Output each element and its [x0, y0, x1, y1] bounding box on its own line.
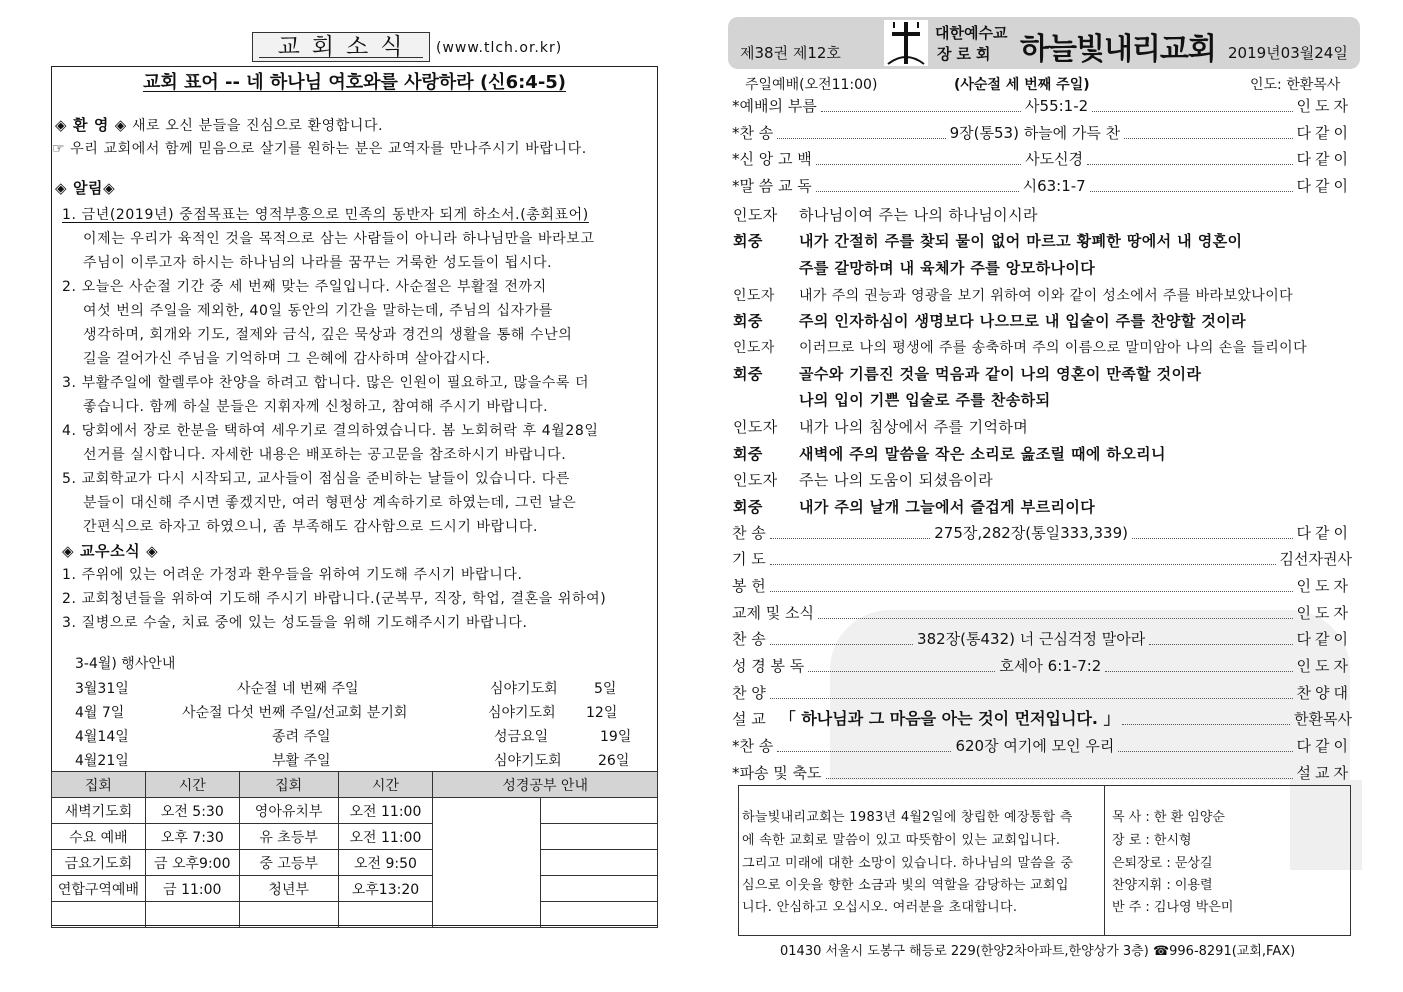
table-cell: 오전 9:50	[338, 850, 433, 876]
table-cell: 오후 7:30	[145, 824, 239, 850]
worship-item: 기 도 김선자권사	[732, 550, 1352, 568]
intro-divider	[1104, 785, 1105, 936]
responsive-line: 회중 내가 간절히 주를 찾되 물이 없어 마르고 황폐한 땅에서 내 영혼이	[733, 232, 1243, 250]
intro-line: 그리고 미래에 대한 소망이 있습니다. 하나님의 말씀을 중	[742, 856, 1074, 871]
sermon-title: 「 하나님과 그 마음을 아는 것이 먼저입니다. 」	[779, 709, 1120, 728]
table-cell	[541, 850, 658, 876]
worship-item: *찬 송 9장(통53) 하늘에 가득 찬 다같이	[732, 124, 1353, 142]
pastoral-line: 2. 교회청년들을 위하여 기도해 주시기 바랍니다.(군복무, 직장, 학업, 결혼을 위하여)	[62, 591, 607, 607]
worship-item: 설 교 「 하나님과 그 마음을 아는 것이 먼저입니다. 」 한환목사	[732, 709, 1352, 729]
service-leader: 인도: 한환목사	[1250, 77, 1341, 93]
intro-line: 에 속한 교회로 말씀이 있고 따뜻함이 있는 교회입니다.	[742, 833, 1061, 848]
table-row	[52, 902, 658, 928]
staff-line: 반 주 : 김나영 박은미	[1112, 900, 1234, 915]
notice-heading: ◈ 알림◈	[55, 179, 116, 197]
notice-line: 2. 오늘은 사순절 기간 중 세 번째 맞는 주일입니다. 사순절은 부활절 전까지	[62, 279, 547, 295]
table-cell	[145, 902, 239, 928]
table-cell	[541, 876, 658, 902]
table-cell: 오후13:20	[338, 876, 433, 902]
table-cell	[239, 902, 338, 928]
volume-number: 제38권 제12호	[740, 44, 841, 62]
responsive-line: 인도자 하나님이여 주는 나의 하나님이시라	[733, 206, 1038, 224]
service-schedule-table	[51, 771, 658, 928]
notice-line: 선거를 실시합니다. 자세한 내용은 배포하는 공고문을 참조하시기 바랍니다.	[83, 447, 567, 463]
event-date: 4월14일	[75, 729, 129, 745]
table-cell: 금 오후9:00	[145, 850, 239, 876]
worship-item: *찬 송 620장 여기에 모인 우리 다같이	[732, 737, 1352, 755]
denomination: 대한예수교	[935, 24, 1008, 42]
welcome-invite: ☞ 우리 교회에서 함께 믿음으로 살기를 원하는 분은 교역자를 만나주시기 바랍니다.	[52, 141, 587, 157]
table-cell	[541, 824, 658, 850]
notice-line: 분들이 대신해 주시면 좋겠지만, 여러 형편상 계속하기로 하였는데, 그런 날은	[83, 495, 577, 511]
table-cell: 유 초등부	[239, 824, 338, 850]
notice-line: 주님이 이루고자 하시는 하나님의 나라를 꿈꾸는 거룩한 성도들이 됩시다.	[83, 255, 553, 271]
worship-item: 찬 송 382장(통432) 너 근심걱정 말아라 다같이	[732, 630, 1352, 648]
event-name: 종려 주일	[272, 729, 331, 745]
responsive-line: 인도자 주는 나의 도움이 되셨음이라	[733, 471, 994, 489]
event-date: 4월 7일	[75, 705, 125, 721]
table-row	[52, 824, 658, 850]
responsive-line: 인도자 내가 주의 권능과 영광을 보기 위하여 이와 같이 성소에서 주를 바라보았나이다	[733, 288, 1294, 304]
table-header: 집회	[52, 772, 146, 798]
notice-line: 생각하며, 회개와 기도, 절제와 금식, 깊은 묵상과 경건의 생활을 통해 수난의	[83, 327, 573, 343]
table-header: 성경공부 안내	[433, 772, 658, 798]
event-name: 사순절 네 번째 주일	[237, 681, 359, 697]
worship-item: 교제 및 소식 인도자	[732, 604, 1352, 622]
responsive-line: 회중 골수와 기름진 것을 먹음과 같이 나의 영혼이 만족할 것이라	[733, 365, 1202, 383]
notice-line: 3. 부활주일에 할렐루야 찬양을 하려고 합니다. 많은 인원이 필요하고, 많을수록 더	[62, 375, 590, 391]
table-cell: 오전 5:30	[145, 798, 239, 824]
table-header: 시간	[338, 772, 433, 798]
event-name: 부활 주일	[272, 753, 331, 769]
worship-item: *신 앙 고 백 사도신경 다같이	[732, 150, 1352, 168]
worship-item: 찬 양 찬양대	[732, 684, 1352, 702]
event-day: 19일	[600, 729, 632, 745]
pastoral-line: 1. 주위에 있는 어려운 가정과 환우들을 위하여 기도해 주시기 바랍니다.	[62, 567, 523, 583]
denomination-sub: 장로회	[937, 45, 996, 63]
staff-line: 장 로 : 한시형	[1112, 833, 1192, 848]
responsive-line: 회중 주의 인자하심이 생명보다 나으므로 내 입술이 주를 찬양할 것이라	[733, 312, 1247, 330]
table-cell	[338, 902, 433, 928]
table-cell	[541, 902, 658, 928]
church-address: 01430 서울시 도봉구 해등로 229(한양2차아파트,한양상가 3층) ☎996-8291(교회,FAX)	[780, 944, 1296, 959]
event-day: 26일	[598, 753, 630, 769]
staff-line: 은퇴장로 : 문상길	[1112, 856, 1213, 871]
event-date: 4월21일	[75, 753, 129, 769]
staff-line: 찬양지휘 : 이용렬	[1112, 878, 1213, 893]
table-cell: 금 11:00	[145, 876, 239, 902]
church-name: 하늘빛내리교회	[1020, 32, 1216, 67]
table-cell: 수요 예배	[52, 824, 146, 850]
service-label: 주일예배(오전11:00)	[745, 77, 878, 93]
notice-line: 4. 당회에서 장로 한분을 택하여 세우기로 결의하였습니다. 봄 노회허락 후 4월28일	[62, 423, 599, 439]
events-heading: 3-4월) 행사안내	[75, 656, 176, 672]
pastoral-line: 3. 질병으로 수술, 치료 중에 있는 성도들을 위해 기도해주시기 바랍니다.	[62, 615, 528, 631]
worship-item: 봉 헌 인도자	[732, 577, 1352, 595]
bible-study-cell	[433, 798, 541, 928]
intro-line: 심으로 이웃을 향한 소금과 빛의 역할을 감당하는 교회입	[742, 878, 1069, 893]
responsive-line: 회중 내가 주의 날개 그늘에서 즐겁게 부르리이다	[733, 498, 1096, 516]
table-cell: 영아유치부	[239, 798, 338, 824]
table-cell: 오전 11:00	[338, 798, 433, 824]
notice-line: 간편식으로 하자고 하였으니, 좀 부족해도 감사함으로 드시기 바랍니다.	[83, 519, 539, 535]
notice-line: 여섯 번의 주일을 제외한, 40일 동안의 기간을 말하는데, 주님의 십자가를	[83, 303, 554, 319]
table-cell: 연합구역예배	[52, 876, 146, 902]
responsive-line: 회중 새벽에 주의 말씀을 작은 소리로 읊조릴 때에 하오리니	[733, 445, 1166, 463]
intro-line: 하늘빛내리교회는 1983년 4월2일에 창립한 예장통합 측	[742, 810, 1073, 825]
worship-item: *말 씀 교 독 시63:1-7 다같이	[732, 177, 1353, 195]
table-row	[52, 850, 658, 876]
pastoral-heading: ◈ 교우소식 ◈	[62, 542, 159, 560]
table-row	[52, 876, 658, 902]
news-title: 교회소식	[252, 32, 430, 62]
event-night: 심야기도회	[488, 705, 556, 721]
welcome-line: ◈ 환 영 ◈ 새로 오신 분들을 진심으로 환영합니다.	[55, 116, 384, 134]
table-cell: 청년부	[239, 876, 338, 902]
table-cell: 새벽기도회	[52, 798, 146, 824]
event-day: 12일	[586, 705, 618, 721]
notice-line: 좋습니다. 함께 하실 분들은 지휘자께 신청하고, 참여해 주시기 바랍니다.	[83, 399, 549, 415]
table-cell: 금요기도회	[52, 850, 146, 876]
event-night: 심야기도회	[494, 753, 562, 769]
notice-line: 이제는 우리가 육적인 것을 목적으로 삼는 사람들이 아니라 하나님만을 바라보고	[83, 231, 595, 247]
responsive-line: 인도자 내가 나의 침상에서 주를 기억하며	[733, 418, 1029, 436]
church-motto: 교회 표어 -- 네 하나님 여호와를 사랑하라 (신6:4-5)	[142, 72, 567, 93]
table-cell: 오전 11:00	[338, 824, 433, 850]
service-week: (사순절 세 번째 주일)	[954, 77, 1090, 93]
notice-line: 길을 걸어가신 주님을 기억하며 그 은혜에 감사하며 살아갑시다.	[83, 351, 491, 367]
table-header: 시간	[145, 772, 239, 798]
worship-item: 찬 송 275장,282장(통일333,339) 다같이	[732, 524, 1352, 542]
staff-line: 목 사 : 한 환 임양순	[1112, 810, 1225, 825]
responsive-line: 나의 입이 기쁜 입술로 주를 찬송하되	[799, 391, 1051, 409]
table-row	[52, 798, 658, 824]
table-cell	[52, 902, 146, 928]
event-name: 사순절 다섯 번째 주일/선교회 분기회	[182, 705, 408, 721]
cross-logo-icon	[884, 20, 928, 66]
responsive-line: 인도자 이러므로 나의 평생에 주를 송축하며 주의 이름으로 말미암아 나의 손을 들리이다	[733, 340, 1307, 356]
table-header-row	[52, 772, 658, 798]
event-night: 심야기도회	[490, 681, 558, 697]
notice-line: 5. 교회학교가 다시 시작되고, 교사들이 점심을 준비하는 날들이 있습니다. 다른	[62, 471, 570, 487]
welcome-heading: ◈ 환 영 ◈	[55, 116, 127, 134]
worship-item: 성 경 봉 독 호세아 6:1-7:2 인도자	[732, 657, 1352, 675]
notice-line: 1. 금년(2019년) 중점목표는 영적부흥으로 민족의 동반자 되게 하소서.(총회표어)	[62, 207, 589, 223]
responsive-line: 주를 갈망하며 내 육체가 주를 앙모하나이다	[799, 259, 1096, 277]
event-date: 3월31일	[75, 681, 129, 697]
worship-item: *파송 및 축도 설교자	[732, 764, 1352, 782]
church-url[interactable]: (www.tlch.or.kr)	[436, 40, 563, 56]
table-cell: 중 고등부	[239, 850, 338, 876]
worship-item: *예배의 부름 사55:1-2 인도자	[732, 97, 1352, 115]
table-header: 집회	[239, 772, 338, 798]
table-cell	[541, 798, 658, 824]
event-night: 성금요일	[494, 729, 549, 745]
event-day: 5일	[594, 681, 617, 697]
bulletin-date: 2019년03월24일	[1228, 44, 1348, 62]
intro-line: 니다. 안심하고 오십시오. 여러분을 초대합니다.	[742, 900, 1018, 915]
